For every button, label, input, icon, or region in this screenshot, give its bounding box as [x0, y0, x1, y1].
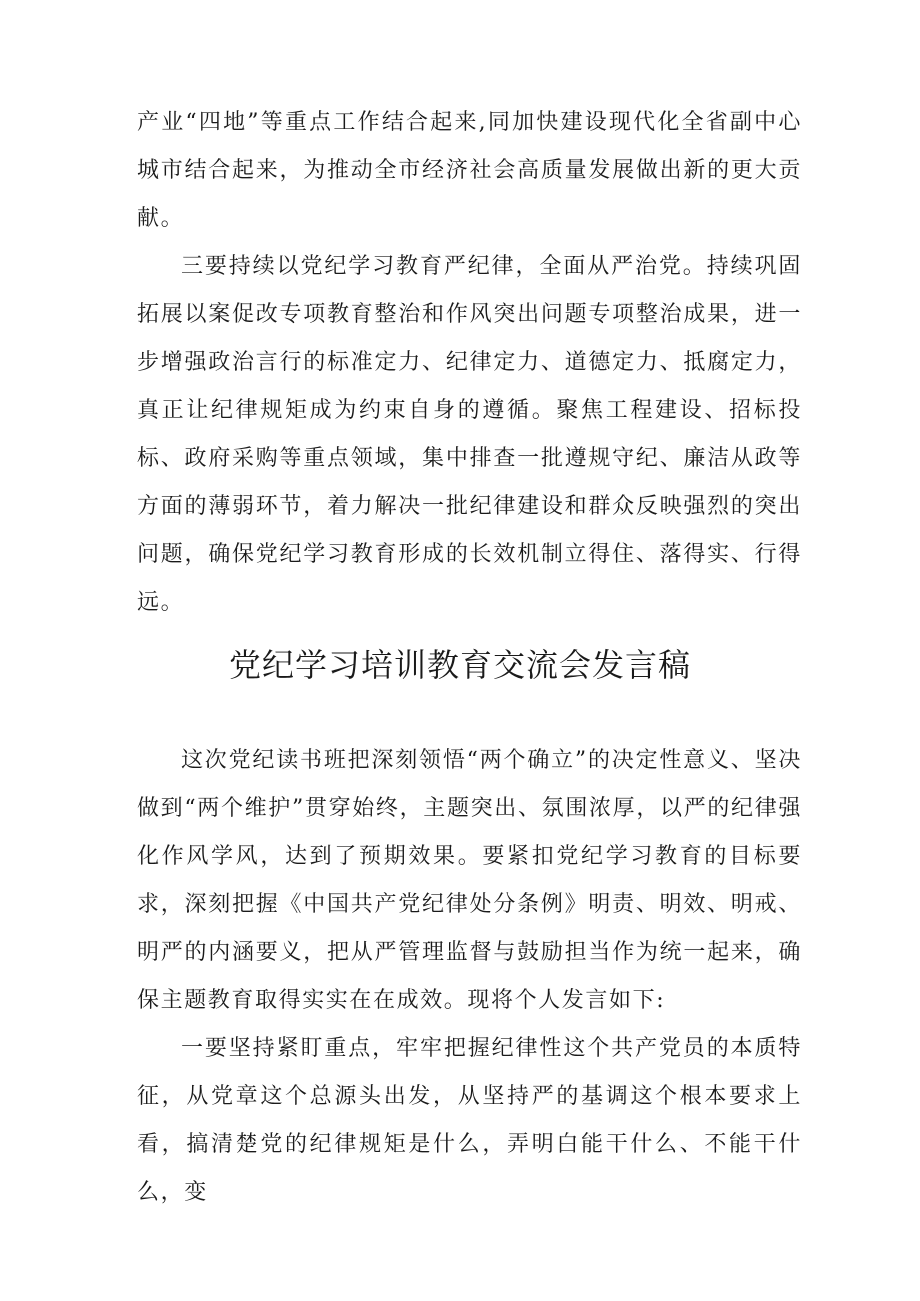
continued-section	[137, 99, 802, 627]
paragraph-first-point: 一要坚持紧盯重点，牢牢把握纪律性这个共产党员的本质特征，从党章这个总源头出发，从坚持严的基调这个根本要求上看，搞清楚党的纪律规矩是什么，弄明白能干什么、不能干什么，变	[137, 1036, 802, 1205]
article-body	[137, 737, 802, 1217]
paragraph-continued: 产业“四地”等重点工作结合起来,同加快建设现代化全省副中心城市结合起来，为推动全市经济社会高质量发展做出新的更大贡献。	[137, 110, 802, 231]
article-title: 党纪学习培训教育交流会发言稿	[228, 646, 691, 684]
paragraph-intro: 这次党纪读书班把深刻领悟“两个确立”的决定性意义、坚决做到“两个维护”贯穿始终，主题突出、氛围浓厚，以严的纪律强化作风学风，达到了预期效果。要紧扣党纪学习教育的目标要求，深刻把握《中国共产党纪律处分条例》明责、明效、明戒、明严的内涵要义，把从严管理监督与鼓励担当作为统一起来，确保主题教育取得实实在在成效。现将个人发言如下:	[137, 748, 802, 1013]
paragraph-discipline: 三要持续以党纪学习教育严纪律，全面从严治党。持续巩固拓展以案促改专项教育整治和作风突出问题专项整治成果，进一步增强政治言行的标准定力、纪律定力、道德定力、抵腐定力，真正让纪律规矩成为约束自身的遵循。聚焦工程建设、招标投标、政府采购等重点领域，集中排查一批遵规守纪、廉洁从政等方面的薄弱环节，着力解决一批纪律建设和群众反映强烈的突出问题，确保党纪学习教育形成的长效机制立得住、落得实、行得远。	[137, 254, 802, 615]
